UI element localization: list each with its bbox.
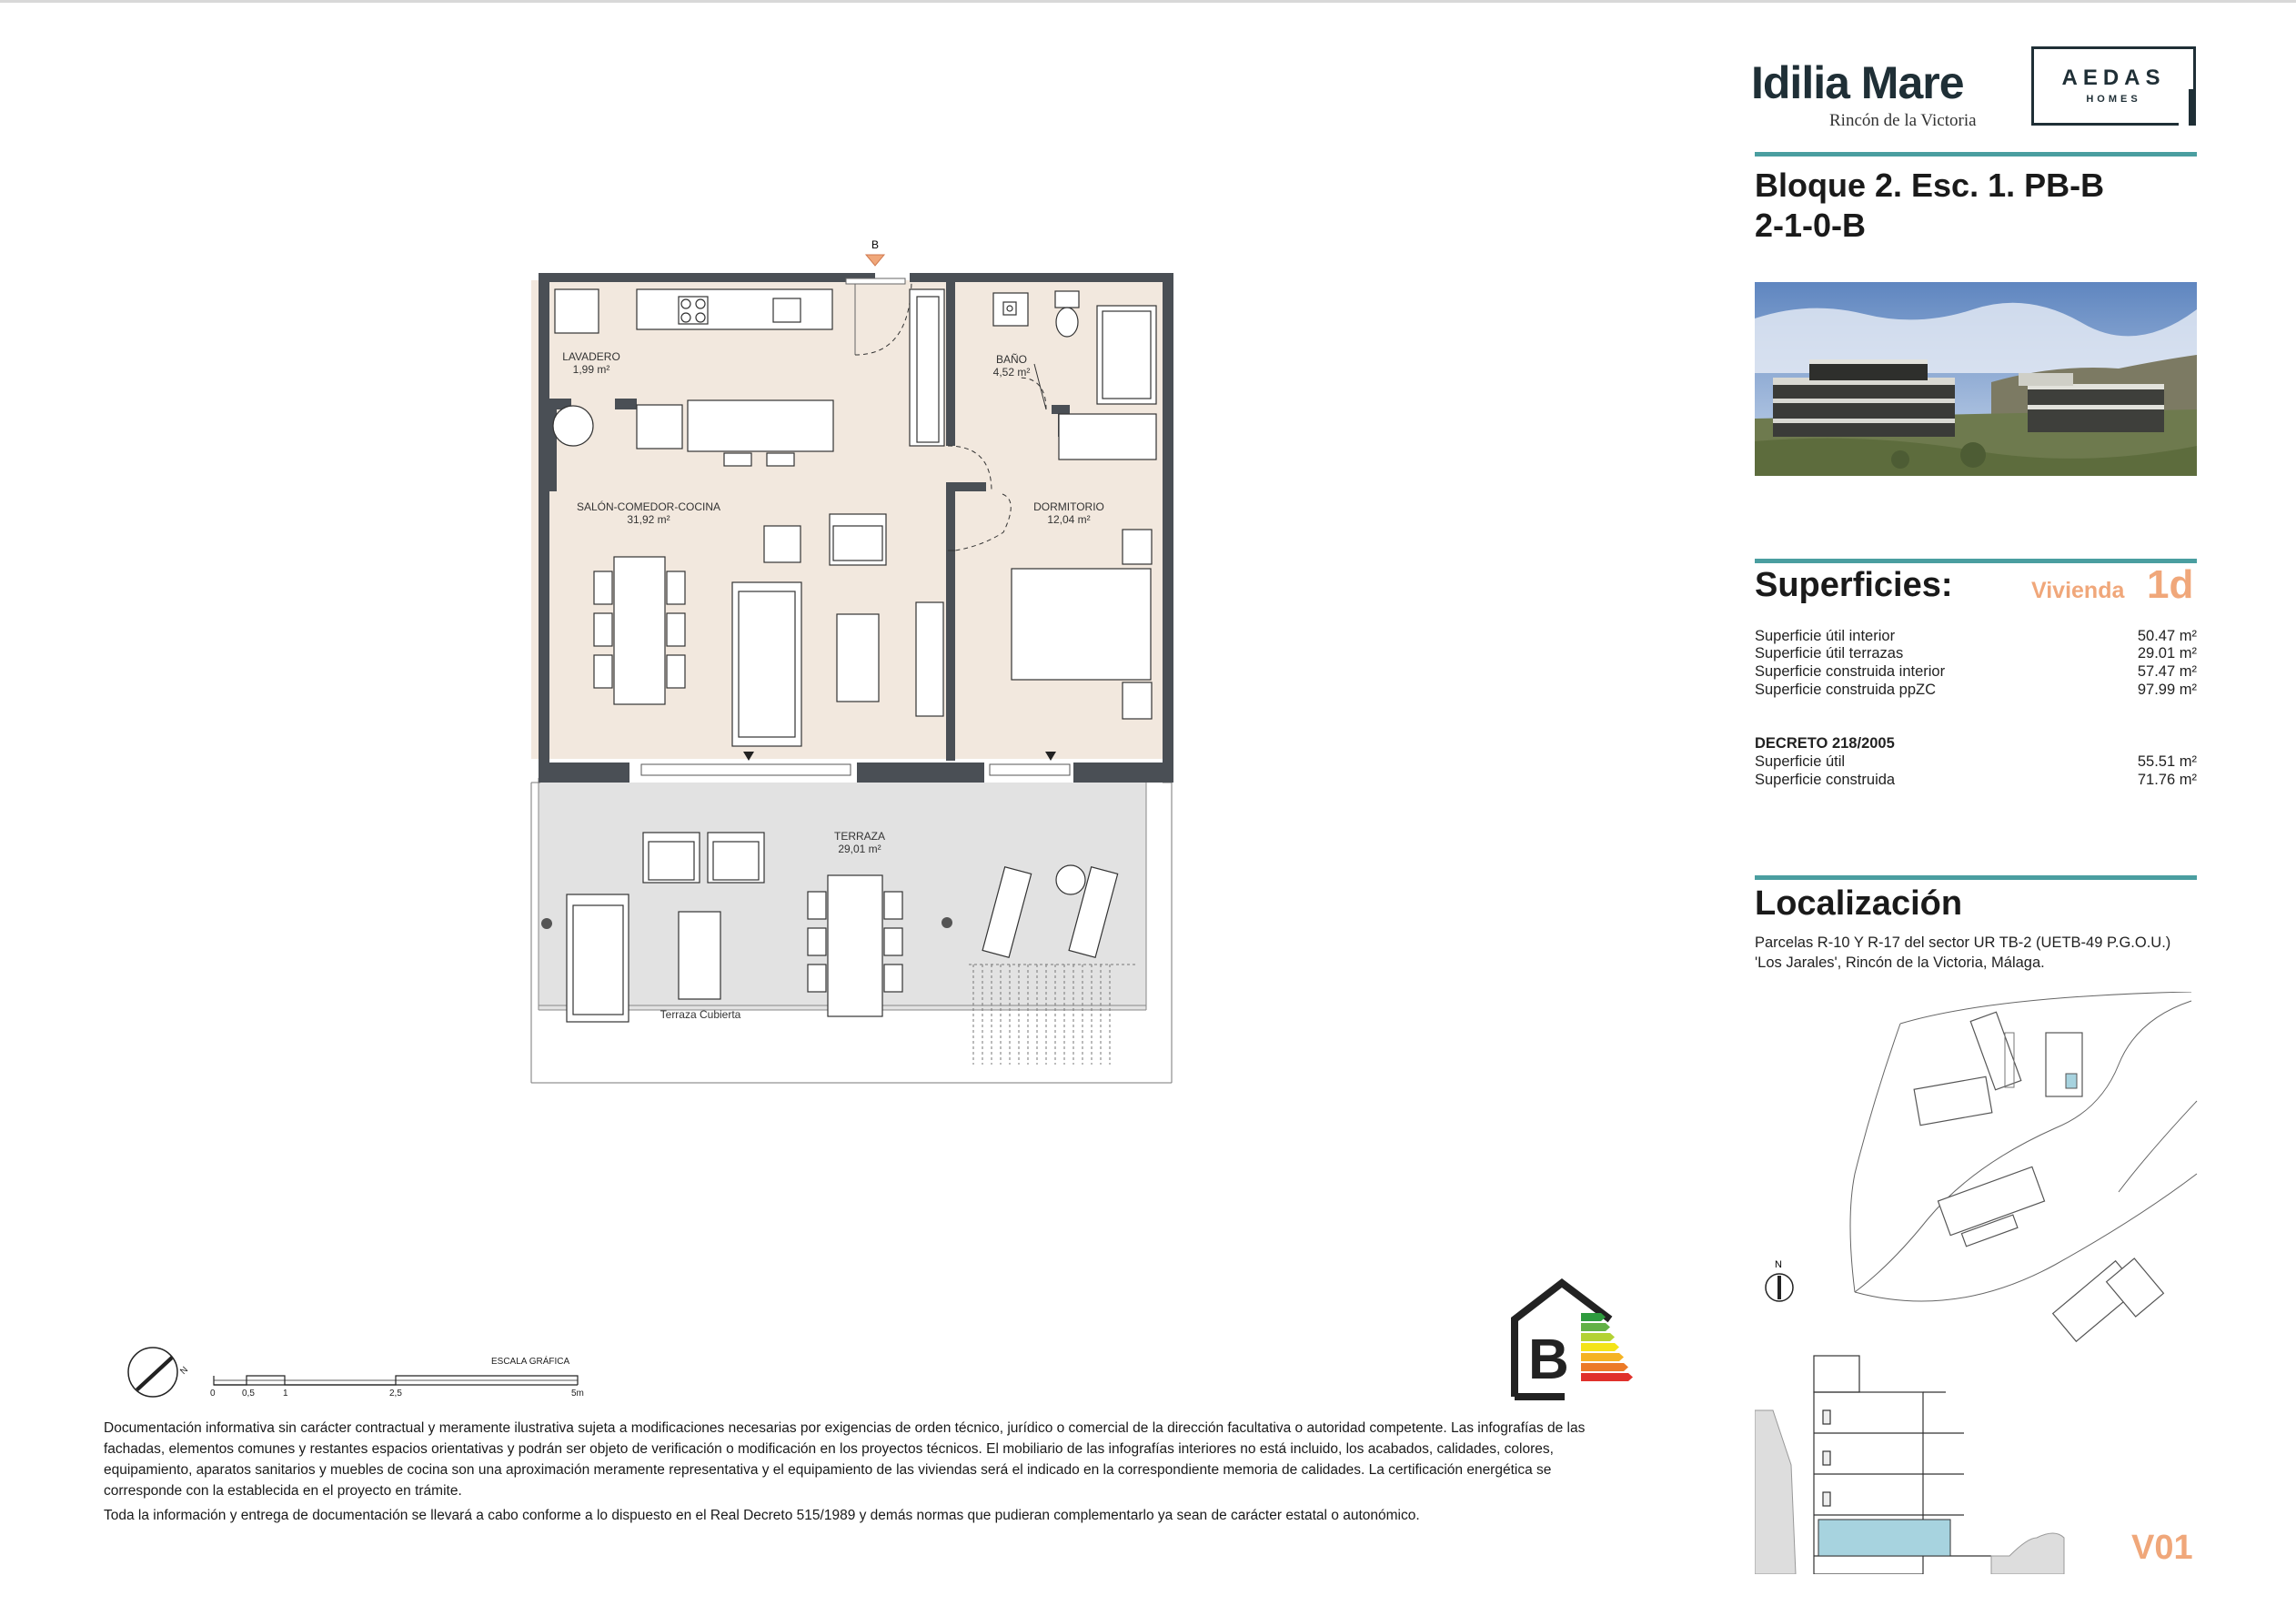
localizacion-line1: Parcelas R-10 Y R-17 del sector UR TB-2 (UETB-49 P.G.O.U.) [1755,934,2171,951]
compass-icon [128,1348,177,1397]
energy-rating-letter: B [1528,1328,1569,1391]
room-name: LAVADERO [562,350,620,363]
unit-title-line1: Bloque 2. Esc. 1. PB-B [1755,167,2105,204]
room-area: 4,52 m² [992,366,1031,379]
room-area: 1,99 m² [572,363,610,376]
room-label-terraza [814,830,905,855]
superficie-row [1755,645,2197,662]
room-name: TERRAZA [833,830,885,843]
vivienda-label: Vivienda [2031,578,2125,603]
brand-name: Idilia Mare [1751,57,1964,108]
scale-tick: 2,5 [389,1389,402,1399]
room-label-lavadero [546,350,637,376]
disclaimer-paragraph: Documentación informativa sin carácter contractual y meramente ilustrativa sujeta a modificaciones necesarias por exigencias de orden técnico, jurídico o comercial de la dirección facultativa o autoridad competente. Las infografías de las fachadas, elementos comunes y restantes espacios orientativas y podrán ser objeto de verificación o modificación en los proyectos técnicos. El mobiliario de las infografías interiores no está incluido, los acabados, calidades, colores, equipamiento, aparatos sanitarios y muebles de cocina son una aproximación meramente representativa y el equipamiento de las viviendas será el indicado en la correspondiente memoria de calidades. La certificación energética se corresponde con la establecida en el proyecto en trámite. [104,1420,1586,1499]
building-render-image [1755,282,2197,476]
row-label: Superficie construida interior [1755,663,1946,680]
superficie-row [1755,682,2197,699]
north-arrow-icon [1766,1274,1793,1301]
row-value: 71.76 m² [2137,772,2197,788]
row-value: 57.47 m² [2137,663,2197,680]
scale-tick: 0 [210,1389,216,1399]
row-label: Superficie útil [1755,753,1846,770]
room-label-bano [966,353,1057,379]
localizacion-heading: Localización [1755,884,1963,923]
unit-title [1755,166,2104,246]
version-label: V01 [2131,1529,2193,1567]
row-label: Superficie útil terrazas [1755,645,1904,662]
localizacion-line2: 'Los Jarales', Rincón de la Victoria, Málaga. [1755,954,2045,971]
terraza-cubierta-label: Terraza Cubierta [660,1008,741,1021]
superficie-row [1755,663,2197,681]
row-value: 29.01 m² [2137,645,2197,662]
row-value: 50.47 m² [2137,628,2197,644]
unit-title-line2: 2-1-0-B [1755,207,1867,244]
decreto-row [1755,753,2197,771]
energy-class-bar [1581,1363,1628,1371]
disclaimer-paragraph-2: Toda la información y entrega de documentación se llevará a cabo conforme a lo dispuesto en el Real Decreto 515/1989 y demás normas que pudieran complementarlo ya sean de carácter estatal o autonómico. [104,1508,1420,1523]
room-name: DORMITORIO [1033,500,1104,513]
energy-class-bar [1581,1323,1610,1331]
row-label: Superficie construida ppZC [1755,682,1937,698]
scale-tick: 5m [571,1389,584,1399]
row-value: 55.51 m² [2137,753,2197,770]
energy-class-bar [1581,1373,1633,1381]
brand-subtitle: Rincón de la Victoria [1829,111,1977,130]
site-map-north-label: N [1775,1259,1782,1270]
row-label: Superficie útil interior [1755,628,1896,644]
aedas-logo-homes: HOMES [2086,94,2141,105]
room-label-dormitorio [1014,500,1123,526]
superficie-row [1755,628,2197,645]
site-location-map [1755,992,2205,1574]
localizacion-rule [1755,875,2197,880]
top-border [0,0,2296,3]
scale-bar [123,1338,596,1410]
localizacion-text [1755,933,2200,973]
energy-class-bar [1581,1313,1606,1321]
decreto-heading: DECRETO 218/2005 [1755,735,1895,752]
superficies-rule [1755,559,2197,563]
row-label: Superficie construida [1755,772,1896,788]
room-label-salon [558,500,740,526]
room-area: 29,01 m² [838,843,881,855]
energy-rating-icon [1510,1278,1646,1406]
scale-tick: 1 [283,1389,288,1399]
room-area: 12,04 m² [1047,513,1091,526]
decreto-row [1755,772,2197,789]
energy-class-bar [1581,1343,1619,1351]
scale-title: ESCALA GRÁFICA [491,1357,570,1367]
room-name: SALÓN-COMEDOR-COCINA [576,500,720,513]
section-marker-icon [866,255,884,266]
room-area: 31,92 m² [627,513,670,526]
scale-north-label: N [178,1365,191,1377]
vivienda-type: 1d [2147,562,2194,607]
aedas-logo-name: AEDAS [2061,66,2166,90]
section-marker-label: B [871,238,880,251]
scale-tick: 0,5 [242,1389,255,1399]
row-value: 97.99 m² [2137,682,2197,698]
energy-class-bar [1581,1333,1615,1341]
energy-class-bar [1581,1353,1624,1361]
header-rule [1755,152,2197,157]
room-name: BAÑO [995,353,1027,366]
superficies-heading: Superficies: [1755,566,1953,604]
